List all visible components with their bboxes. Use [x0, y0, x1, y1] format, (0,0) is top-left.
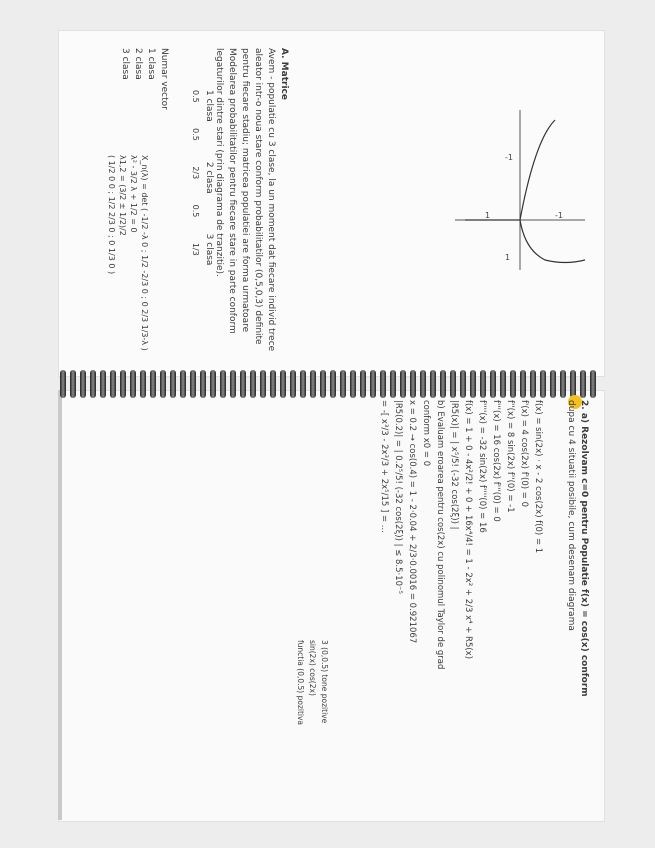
ring — [80, 370, 86, 398]
diagram-node: 3 clasa — [204, 233, 214, 266]
section-title: A. Matrice — [279, 48, 289, 100]
list-item: 3 clasa — [120, 48, 130, 80]
ring — [420, 370, 426, 398]
diagram-node: 1 clasa — [204, 90, 214, 122]
ring — [60, 370, 66, 398]
graph-label: 1 — [485, 211, 491, 220]
ring — [550, 370, 556, 398]
derivation-line: |R5(0.2)| = | 0.2⁵/5! (-32 cos(2ξ)) | ≤ 8.5·10⁻⁵ — [393, 400, 403, 594]
derivation-line: conform x0 = 0 — [421, 400, 431, 467]
side-notes — [294, 640, 330, 725]
ring — [360, 370, 366, 398]
ring — [320, 370, 326, 398]
list-block — [118, 48, 170, 110]
ring — [520, 370, 526, 398]
diagram-prob: 1/3 — [191, 242, 200, 256]
ring — [370, 370, 376, 398]
paragraph-line: pentru fiecare stadiu; matricea populatiei are forma urmatoare — [240, 48, 250, 333]
ring — [340, 370, 346, 398]
right-header: 2. a) Rezolvam c=0 pentru Populatie f(x) = cos(x) conform — [579, 400, 589, 697]
derivation-line: f''''(x) = -32 sin(2x) f''''(0) = 16 — [477, 400, 487, 533]
ring — [100, 370, 106, 398]
ring — [500, 370, 506, 398]
diagram — [189, 90, 215, 265]
diagram-prob: 0.5 — [191, 128, 200, 141]
diagram-node: 2 clasa — [204, 161, 214, 194]
page-edge — [58, 390, 62, 820]
derivation-line: b) Evaluam eroarea pentru cos(2x) cu polinomul Taylor de grad — [435, 400, 445, 670]
ring — [560, 370, 566, 398]
list-item: 2 clasa — [133, 48, 143, 80]
side-note: functia (0,0.5) pozitiva — [296, 640, 305, 726]
ring — [400, 370, 406, 398]
ring — [350, 370, 356, 398]
function-graph — [445, 100, 595, 280]
equation-line: λ1,2 = (3/2 ± 1/2)/2 — [118, 155, 127, 236]
ring — [310, 370, 316, 398]
left-page-paragraph — [212, 48, 290, 378]
ring — [570, 370, 576, 398]
derivation-line: f'(x) = 4 cos(2x) f'(0) = 0 — [519, 400, 529, 508]
ring — [200, 370, 206, 398]
derivation-line: x = 0.2 → cos(0.4) = 1 - 2·0.04 + 2/3·0.0016 = 0.921067 — [407, 400, 417, 644]
ring — [300, 370, 306, 398]
ring — [70, 370, 76, 398]
graph-label: -1 — [505, 153, 513, 162]
equation-line: ( 1/2 0 0 ; 1/2 2/3 0 ; 0 1/3 0 ) — [107, 155, 116, 275]
ring — [380, 370, 386, 398]
paragraph-line: legaturilor dintre stari (prin diagrama de tranzitie). — [214, 48, 224, 277]
ring — [470, 370, 476, 398]
equation-line: λ² - 3/2 λ + 1/2 = 0 — [129, 155, 138, 233]
ring — [530, 370, 536, 398]
ring — [410, 370, 416, 398]
derivation-line: f'''(x) = 16 cos(2x) f'''(0) = 0 — [491, 400, 501, 522]
ring — [510, 370, 516, 398]
derivation-line: f(x) = sin(2x) · x - 2 cos(2x) f(0) = 1 — [533, 400, 543, 554]
diagram-prob: 2/3 — [191, 166, 200, 180]
ring — [180, 370, 186, 398]
ring — [160, 370, 166, 398]
equation-block — [106, 155, 150, 351]
ring — [440, 370, 446, 398]
ring — [590, 370, 596, 398]
derivation-line: f(x) = 1 + 0 - 4x²/2! + 0 + 16x⁴/4! = 1 - 2x² + 2/3 x⁴ + R5(x) — [463, 400, 473, 660]
ring — [460, 370, 466, 398]
ring — [480, 370, 486, 398]
ring — [390, 370, 396, 398]
diagram-prob: 0.5 — [191, 204, 200, 218]
ring — [190, 370, 196, 398]
ring — [450, 370, 456, 398]
ring — [140, 370, 146, 398]
ring — [120, 370, 126, 398]
curve — [465, 220, 585, 263]
diagram-prob: 0.5 — [191, 90, 200, 103]
list-title: Numar vector — [159, 48, 169, 110]
derivation-line: = -[ x³/3 - 2x³/3 + 2x⁵/15 ] = ... — [379, 400, 389, 533]
ring — [170, 370, 176, 398]
ring — [430, 370, 436, 398]
equation-line: X_n(λ) = det ( -1/2 -λ 0 ; 1/2 -2/3 0 ; 0 2/3 1/3-λ ) — [140, 155, 149, 351]
paragraph-line: aleator intr-o noua stare conform probabilitatilor (0,5,0,3) definite — [253, 48, 263, 345]
graph-label: -1 — [555, 211, 563, 220]
ring — [490, 370, 496, 398]
spiral-binding — [60, 368, 605, 400]
ring — [580, 370, 586, 398]
paragraph-line: Avem - populatie cu 3 clase, la un moment dat fiecare individ trece — [266, 48, 276, 352]
curve — [520, 120, 555, 220]
side-note: sin(2x) cos(2x) — [308, 640, 317, 696]
ring — [110, 370, 116, 398]
ring — [130, 370, 136, 398]
right-subheader: dupa cu 4 situatii posibile, cum desenam diagrama — [566, 400, 576, 631]
derivation-line: |R5(x)| = | x⁵/5! (-32 cos(2ξ)) | — [449, 400, 459, 530]
ring — [330, 370, 336, 398]
ring — [150, 370, 156, 398]
right-page-derivation — [377, 400, 545, 669]
ring — [90, 370, 96, 398]
ring — [540, 370, 546, 398]
derivation-line: f''(x) = 8 sin(2x) f''(0) = -1 — [505, 400, 515, 513]
graph-label: 1 — [505, 253, 511, 262]
list-item: 1 clasa — [146, 48, 156, 80]
right-page-text — [564, 400, 590, 820]
side-note: 3 (0,0.5) tone pozitive — [320, 640, 329, 724]
ring — [290, 370, 296, 398]
paragraph-line: Modelarea probabilitatilor pentru fiecare stare in parte conform — [227, 48, 237, 334]
